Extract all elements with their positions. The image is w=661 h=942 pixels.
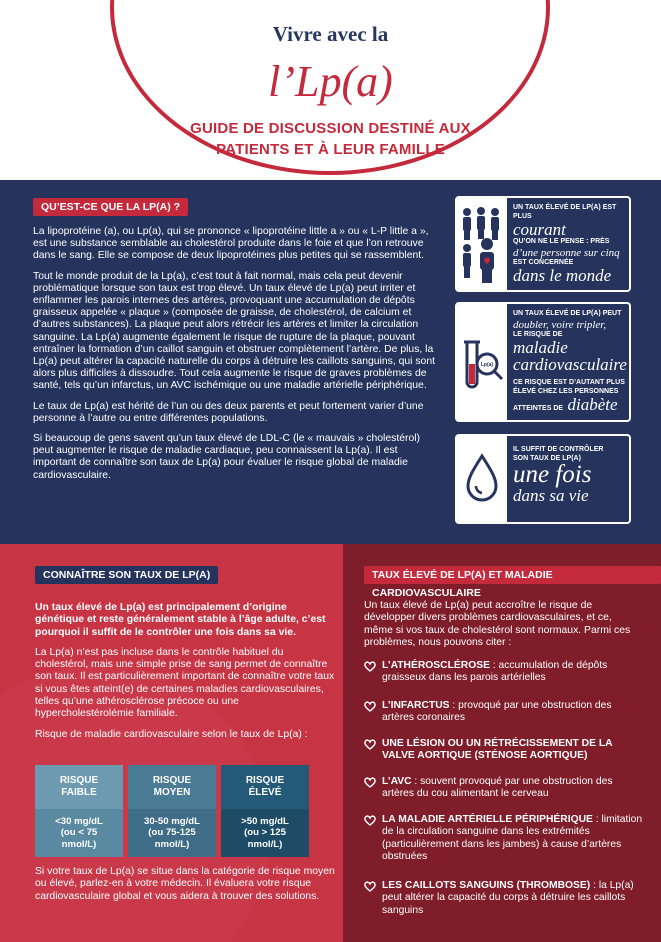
condition-label: LES CAILLOTS SANGUINS (THROMBOSE) (382, 880, 591, 891)
blood-drop-icon (457, 436, 507, 522)
risk-high (221, 765, 309, 857)
stat-caps: UN TAUX ÉLEVÉ DE LP(A) PEUT (513, 310, 622, 317)
stat-emphasis: diabète (567, 395, 618, 414)
risk-label: RISQUE (59, 775, 99, 786)
condition-text: : limitation de la circulation sanguine dans les extrémités (particulièrement dans les jambes) à cause d’artères obstruées (382, 814, 643, 862)
heart-outline-icon (364, 881, 376, 892)
stat-text (513, 204, 625, 284)
stat-emphasis: doubler, voire tripler, (513, 318, 607, 331)
risk-note: Si votre taux de Lp(a) se situe dans la catégorie de risque moyen ou élevé, parlez-en à votre médecin. Il évaluera votre risque cardiovasculaire global et vous aidera à trouver des solutions. (35, 866, 335, 902)
condition-text: : souvent provoqué par une obstruction des artères du cou alimentant le cerveau (382, 776, 613, 800)
condition-label: L’AVC (382, 776, 412, 787)
condition-item (364, 880, 644, 917)
stat-emphasis: maladie (513, 338, 568, 357)
subtitle-line: PATIENTS ET À LEUR FAMILLE (216, 141, 445, 158)
what-is-text (33, 226, 443, 490)
heart-outline-icon (364, 777, 376, 788)
people-icon (457, 198, 507, 290)
know-text (35, 602, 335, 749)
condition-label: L’ATHÉROSCLÉROSE (382, 660, 490, 671)
risk-level: MOYEN (153, 787, 191, 798)
paragraph: Le taux de Lp(a) est hérité de l’un ou des deux parents et peut fortement varier d’une personne à l’autre ou entre différentes populations. (33, 400, 424, 424)
condition-text: : provoqué par une obstruction des artères coronaires (382, 700, 612, 724)
condition-item (364, 660, 644, 685)
section-heading-know: CONNAÎTRE SON TAUX DE LP(A) (35, 566, 218, 584)
risk-medium (128, 765, 216, 857)
risk-header (128, 765, 216, 809)
paragraph: La Lp(a) n’est pas incluse dans le contrôle habituel du cholestérol, mais une simple prise de sang permet de connaître son taux. Il est particulièrement important de connaître votre taux si vous êtes atteint(e) de certaines maladies cardiovasculaires, telles qu’une athérosclérose précoce ou une hypercholestérolémie familiale. (35, 646, 335, 720)
paragraph: Risque de maladie cardiovasculaire selon le taux de Lp(a) : (35, 728, 308, 740)
heart-outline-icon (364, 815, 376, 826)
stat-caps: IL SUFFIT DE CONTRÔLER (513, 446, 604, 453)
condition-item (364, 700, 644, 725)
risk-threshold: 30-50 mg/dL (144, 815, 200, 827)
stat-caps: EST CONCERNÉE (513, 258, 574, 266)
condition-label: UNE LÉSION OU UN RÉTRÉCISSEMENT DE LA VALVE AORTIQUE (STÉNOSE AORTIQUE) (382, 738, 613, 762)
paragraph: Un taux élevé de Lp(a) est principalement d’origine génétique et reste généralement stable à l’âge adulte, c’est pourquoi il suffit de le contrôler une fois dans sa vie. (35, 602, 326, 638)
stat-box-risk (455, 302, 631, 422)
condition-item (364, 738, 644, 763)
heart-outline-icon (364, 661, 376, 672)
risk-unit: nmol/L) (247, 838, 283, 850)
stat-caps: QU’ON NE LE PENSE : PRÈS (513, 238, 610, 245)
risk-low (35, 765, 123, 857)
risk-label: RISQUE (245, 775, 285, 786)
stat-emphasis: dans sa vie (513, 486, 589, 505)
stat-emphasis: une fois (513, 461, 592, 488)
stat-caps: UN TAUX ÉLEVÉ DE LP(A) EST PLUS (513, 204, 617, 220)
stat-text (513, 310, 625, 415)
risk-value (221, 809, 309, 857)
risk-value (35, 809, 123, 857)
risk-label: RISQUE (152, 775, 192, 786)
stat-emphasis: d’une personne sur cinq (513, 246, 620, 259)
stat-box-prevalence (455, 196, 631, 292)
stat-box-once (455, 434, 631, 524)
section-heading-what-is: QU’EST-CE QUE LA LP(A) ? (33, 198, 188, 216)
condition-text: : accumulation de dépôts graisseux dans les parois artérielles (382, 660, 608, 684)
stat-caps: LE RISQUE DE (513, 330, 563, 338)
paragraph: La lipoprotéine (a), ou Lp(a), qui se prononce « lipoprotéine little a » ou « L-P little a », est une substance semblable au cholestérol produite dans le foie et que l’on retrouve dans le sang. Elle se compose de deux lipoprotéines plus petites qui se rassemblent. (33, 226, 429, 262)
risk-threshold-alt: (ou < 75 (60, 827, 98, 839)
risk-header (35, 765, 123, 809)
condition-item (364, 776, 644, 801)
heart-outline-icon (364, 739, 376, 750)
risk-threshold: >50 mg/dL (241, 815, 289, 827)
condition-label: LA MALADIE ARTÉRIELLE PÉRIPHÉRIQUE (382, 814, 593, 825)
condition-text: : la Lp(a) peut altérer la capacité du corps à détruire les caillots sanguins (382, 880, 634, 916)
stat-emphasis: dans le monde (513, 266, 612, 285)
risk-header (221, 765, 309, 809)
subtitle-line: GUIDE DE DISCUSSION DESTINÉ AUX (190, 120, 471, 137)
tube-label: Lp(a) (480, 362, 494, 368)
paragraph: Si beaucoup de gens savent qu’un taux élevé de LDL-C (le « mauvais » cholestérol) peut augmenter le risque de maladie cardiaque, peu connaissent la Lp(a). Il est important de connaître son taux de Lp(a) pour évaluer le risque global de maladie cardiovasculaire. (33, 433, 420, 481)
section-heading-cvd: TAUX ÉLEVÉ DE LP(A) ET MALADIE CARDIOVASCULAIRE (364, 566, 661, 584)
stat-text (513, 446, 625, 504)
risk-threshold-alt: (ou > 125 (244, 827, 286, 839)
stat-caps: CE RISQUE EST D’AUTANT PLUS ÉLEVÉ CHEZ LES PERSONNES (513, 379, 625, 395)
page-subtitle (0, 118, 661, 160)
risk-level: FAIBLE (61, 787, 97, 798)
header-eyebrow: Vivre avec la (272, 22, 389, 46)
risk-value (128, 809, 216, 857)
condition-item (364, 814, 644, 863)
risk-unit: nmol/L) (61, 838, 97, 850)
stat-caps: ATTEINTES DE (513, 405, 564, 412)
paragraph: Tout le monde produit de la Lp(a), c’est tout à fait normal, mais cela peut devenir problématique lorsque son taux est trop élevé. Un taux élevé de Lp(a) peut irriter et enflammer les parois internes des artères, provoquant une accumulation de dépôts graisseux appelée « plaque » (composée de graisse, de cholestérol, de calcium et d’autres substances). La plaque peut alors rétrécir les artères et limiter la circulation sanguine. La Lp(a) augmente également le risque de rupture de la plaque, pouvant entraîner la formation d’un caillot sanguin et obstruer complètement l’artère. De plus, la Lp(a) peut altérer la capacité naturelle du corps à détruire les caillots sanguins, qui sont alors plus difficiles à dissoudre. Tout cela augmente le risque de graves problèmes de santé, tels qu’un infarctus, un AVC ischémique ou une maladie artérielle périphérique. (33, 270, 435, 392)
risk-unit: nmol/L) (154, 838, 190, 850)
risk-threshold-alt: (ou 75-125 (148, 827, 196, 839)
risk-level: ÉLEVÉ (248, 787, 282, 798)
stat-emphasis: courant (513, 220, 566, 239)
condition-label: L’INFARCTUS (382, 700, 450, 711)
header (0, 0, 661, 180)
cvd-intro: Un taux élevé de Lp(a) peut accroître le risque de développer divers problèmes cardiovasculaires, et ce, même si vos taux de cholestérol sont normaux. Parmi ces problèmes, nous pouvons citer : (364, 600, 631, 648)
stat-caps: SON TAUX DE LP(A) (513, 454, 581, 462)
risk-threshold: <30 mg/dL (55, 815, 103, 827)
heart-outline-icon (364, 701, 376, 712)
test-tube-magnifier-icon (457, 304, 507, 420)
page-title: l’Lp(a) (268, 57, 393, 106)
stat-emphasis: cardiovasculaire (513, 355, 627, 374)
